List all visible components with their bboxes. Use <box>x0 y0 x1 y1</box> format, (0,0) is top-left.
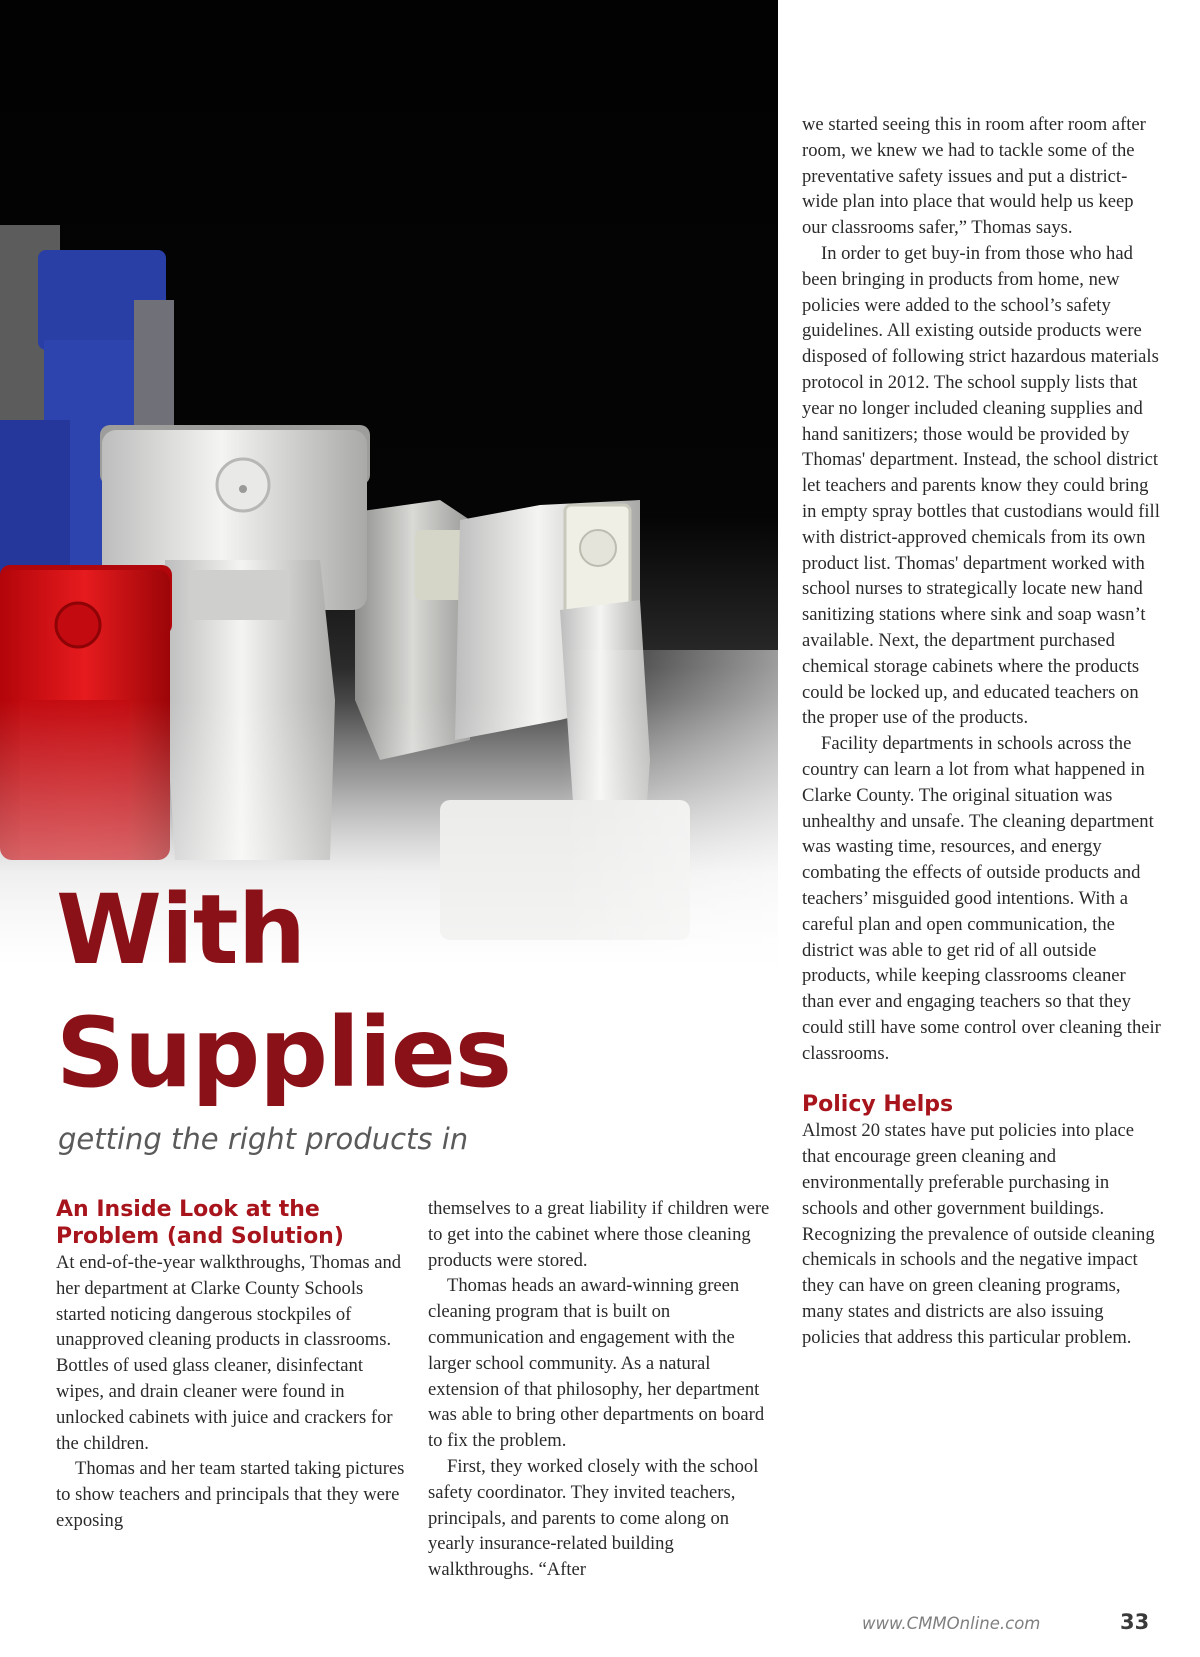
column-2 <box>428 1196 778 1583</box>
section-heading-problem: An Inside Look at the Problem (and Solution) <box>56 1197 344 1249</box>
body-paragraph: In order to get buy-in from those who had been bringing in products from home, new policies were added to the school’s safety guidelines. All existing outside products were disposed of following strict hazardous materials protocol in 2012. The school supply lists that year no longer included cleaning supplies and hand sanitizers; those would be provided by Thomas' department. Instead, the school district let teachers and parents know they could bring in empty spray bottles that custodians would fill with district-approved chemicals from its own product list. Thomas' department worked with school nurses to strategically locate new hand sanitizing stations where sink and soap wasn’t available. Next, the department purchased chemical storage cabinets where the products could be locked up, and educated teachers on the proper use of the products. <box>802 242 1160 729</box>
body-paragraph: we started seeing this in room after room after room, we knew we had to tackle some of the preventative safety issues and put a district-wide plan into place that would help us keep our classrooms safer,” Thomas says. <box>802 114 1146 239</box>
headline-line-2: Supplies <box>56 997 511 1109</box>
column-3 <box>802 112 1162 1351</box>
body-paragraph: First, they worked closely with the school safety coordinator. They invited teachers, principals, and parents to come along on yearly insurance-related building walkthroughs. “After <box>428 1455 759 1581</box>
headline-line-1: With <box>56 874 306 986</box>
body-paragraph: Facility departments in schools across the country can learn a lot from what happened in Clarke County. The original situation was unhealthy and unsafe. The cleaning department was wasting time, resources, and energy combating the effects of outside products and teachers’ misguided good intentions. With a careful plan and open communication, the district was able to get rid of all outside products, while keeping classrooms cleaner than ever and engaging teachers so that they could still have some control over cleaning their classrooms. <box>802 733 1161 1064</box>
body-paragraph: At end-of-the-year walkthroughs, Thomas and her department at Clarke County Schools started noticing dangerous stockpiles of unapproved cleaning products in classrooms. Bottles of used glass cleaner, disinfectant wipes, and drain cleaner were found in unlocked cabinets with juice and crackers for the children. <box>56 1252 402 1454</box>
footer-website-url: www.CMMOnline.com <box>862 1614 1041 1633</box>
section-heading-policy: Policy Helps <box>802 1092 954 1118</box>
column-1 <box>56 1196 406 1534</box>
body-paragraph: Thomas heads an award-winning green cleaning program that is built on communication and engagement with the larger school community. As a natural extension of that philosophy, her department was able to bring other departments on board to fix the problem. <box>428 1275 765 1452</box>
body-paragraph: Almost 20 states have put policies into place that encourage green cleaning and environmentally preferable purchasing in schools and other government buildings. Recognizing the prevalence of outside cleaning chemicals in schools and the negative impact they can have on green cleaning programs, many states and districts are also issuing policies that address this particular problem. <box>802 1120 1155 1348</box>
page-number: 33 <box>1120 1610 1150 1634</box>
body-paragraph: themselves to a great liability if children were to get into the cabinet where those cleaning products were stored. <box>428 1198 770 1271</box>
article-subtitle: getting the right products in <box>58 1122 469 1156</box>
body-paragraph: Thomas and her team started taking pictures to show teachers and principals that they were exposing <box>56 1458 405 1531</box>
